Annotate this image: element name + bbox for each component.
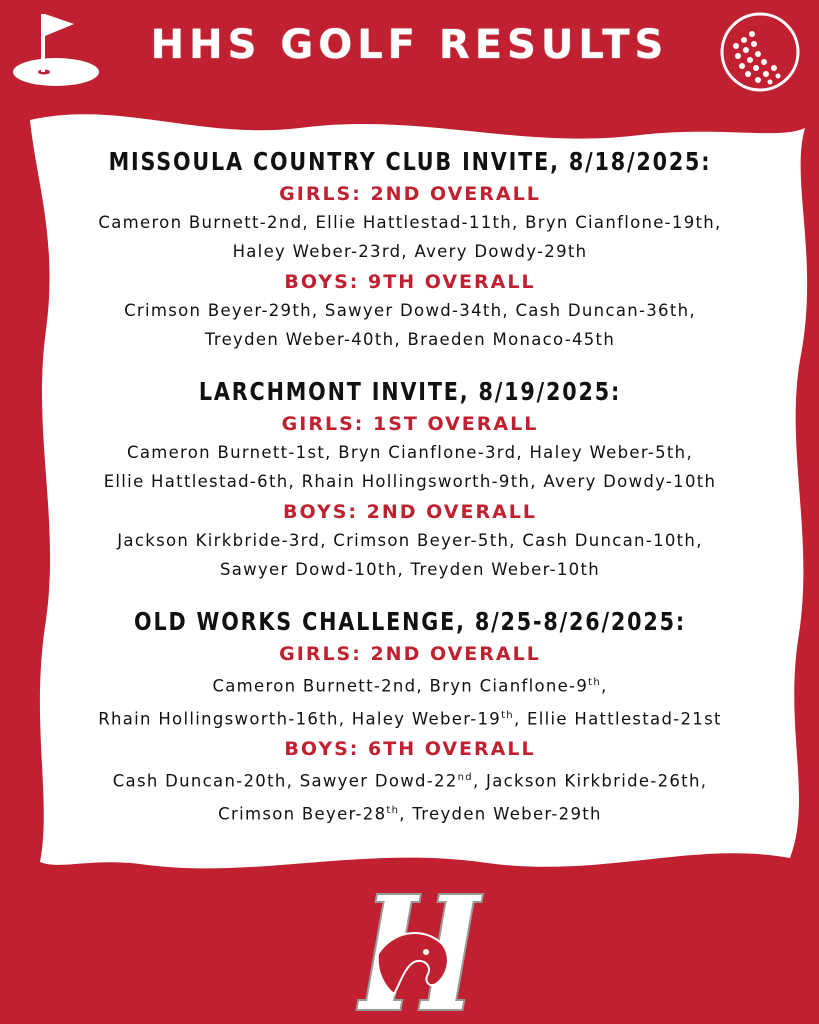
event-larchmont	[40, 376, 780, 584]
school-logo-icon	[340, 888, 486, 1018]
event-title: LARCHMONT INVITE, 8/19/2025:	[198, 377, 622, 406]
page-title: HHS GOLF RESULTS	[150, 22, 669, 68]
girls-heading: GIRLS: 1ST OVERALL	[281, 413, 539, 435]
result-line: Cameron Burnett-1st, Bryn Cianflone-3rd, Haley Weber-5th,	[127, 443, 693, 462]
results-content	[40, 146, 780, 850]
event-old-works	[40, 606, 780, 828]
result-line: Crimson Beyer-29th, Sawyer Dowd-34th, Cash Duncan-36th,	[124, 301, 696, 320]
result-line: Crimson Beyer-28th, Treyden Weber-29th	[218, 804, 602, 823]
event-title: MISSOULA COUNTRY CLUB INVITE, 8/18/2025:	[108, 147, 712, 176]
result-line: Cameron Burnett-2nd, Bryn Cianflone-9th,	[212, 676, 608, 696]
result-line: Jackson Kirkbride-3rd, Crimson Beyer-5th, Cash Duncan-10th,	[117, 531, 703, 550]
result-line: Ellie Hattlestad-6th, Rhain Hollingsworth-9th, Avery Dowdy-10th	[103, 472, 717, 491]
result-line: Rhain Hollingsworth-16th, Haley Weber-19th, Ellie Hattlestad-21st	[98, 709, 722, 728]
boys-heading: BOYS: 2ND OVERALL	[283, 501, 537, 523]
event-title: OLD WORKS CHALLENGE, 8/25-8/26/2025:	[134, 607, 686, 636]
result-line: Treyden Weber-40th, Braeden Monaco-45th	[204, 330, 616, 349]
result-line: Haley Weber-23rd, Avery Dowdy-29th	[232, 242, 588, 261]
result-line: Cameron Burnett-2nd, Ellie Hattlestad-11th, Bryn Cianflone-19th,	[98, 213, 722, 232]
boys-heading: BOYS: 9TH OVERALL	[284, 271, 536, 293]
girls-heading: GIRLS: 2ND OVERALL	[279, 183, 541, 205]
girls-heading: GIRLS: 2ND OVERALL	[279, 643, 541, 665]
result-line: Cash Duncan-20th, Sawyer Dowd-22nd, Jackson Kirkbride-26th,	[112, 771, 708, 791]
result-line: Sawyer Dowd-10th, Treyden Weber-10th	[219, 560, 600, 579]
event-missoula	[40, 146, 780, 354]
boys-heading: BOYS: 6TH OVERALL	[284, 738, 536, 760]
